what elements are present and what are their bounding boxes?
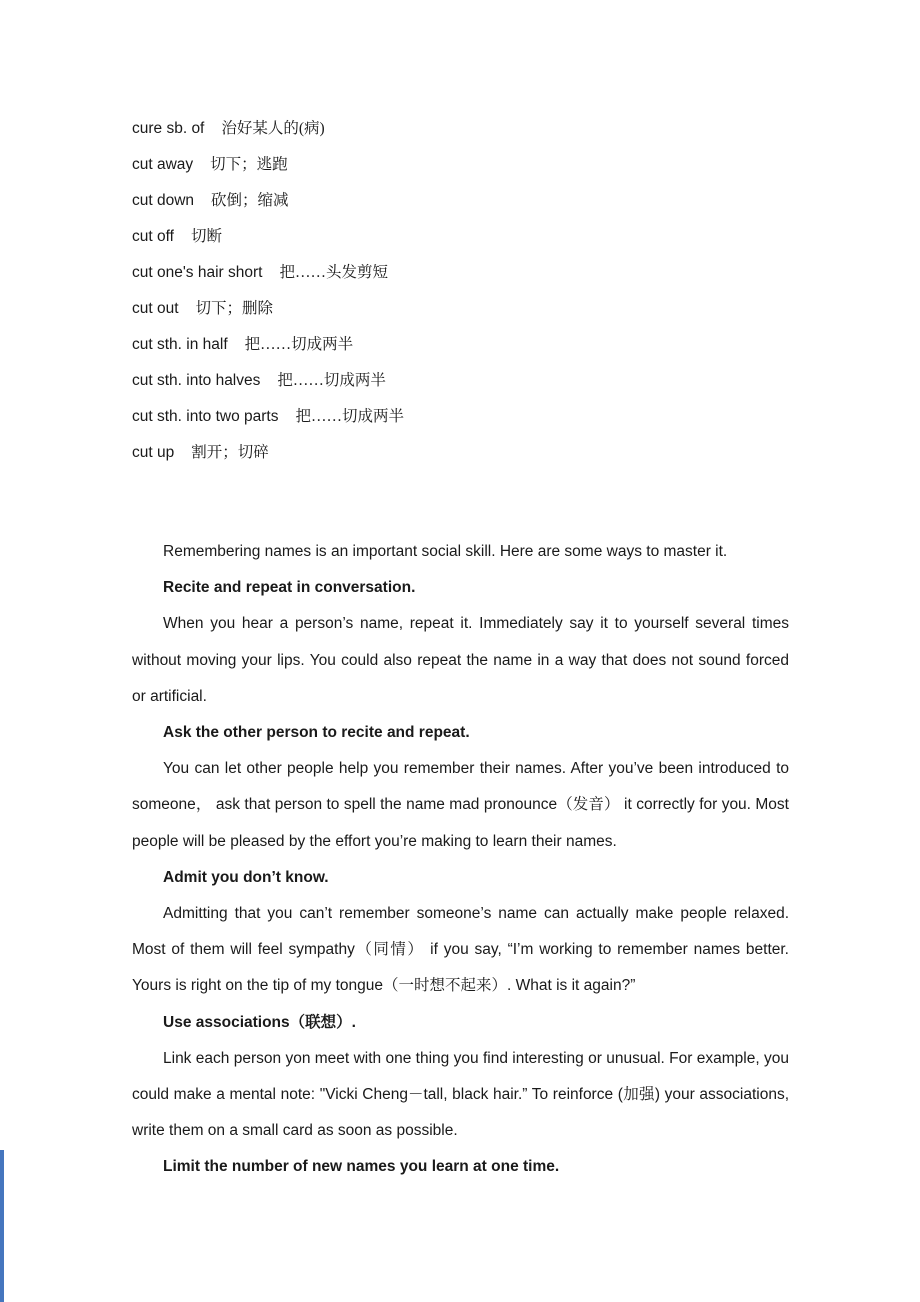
passage-heading-ask: Ask the other person to recite and repeat. bbox=[163, 724, 470, 742]
vocab-term: cut off bbox=[132, 228, 174, 245]
vocab-translation: 把……头发剪短 bbox=[279, 264, 388, 281]
vocab-item bbox=[132, 291, 789, 327]
vocab-translation: 切断 bbox=[190, 228, 222, 245]
passage-paragraph-recite: When you hear a person’s name, repeat it. Immediately say it to yourself several times without moving your lips. You could also repeat the name in a way that does not sound forced or artificial. bbox=[132, 615, 789, 705]
vocab-term: cut away bbox=[132, 156, 194, 173]
passage-paragraph-intro: Remembering names is an important social skill. Here are some ways to master it. bbox=[163, 543, 728, 560]
document-content bbox=[132, 111, 789, 1186]
vocab-translation: 割开；切碎 bbox=[191, 444, 269, 461]
vocab-item bbox=[132, 363, 789, 399]
passage-paragraph-admit: Admitting that you can’t remember someone’s name can actually make people relaxed. Most of them will feel sympathy（同情） if you say, “I’m working to remember names better. Yours is right on the tip of my tongue（一时想不起来）. What is it again?” bbox=[132, 905, 789, 995]
vocab-term: cut sth. in half bbox=[132, 336, 228, 353]
vocab-translation: 砍倒；缩减 bbox=[211, 192, 289, 209]
vocab-item bbox=[132, 327, 789, 363]
passage-paragraph-ask: You can let other people help you remember their names. After you’ve been introduced to someone， ask that person to spell the name mad pronounce（发音） it correctly for you. Most people will be pleased by the effort you’re making to learn their names. bbox=[132, 760, 789, 850]
vocab-item bbox=[132, 435, 789, 471]
left-accent-bar bbox=[0, 1150, 4, 1302]
vocab-term: cut one's hair short bbox=[132, 264, 263, 281]
vocab-translation: 把……切成两半 bbox=[277, 372, 386, 389]
vocab-term: cut sth. into two parts bbox=[132, 408, 279, 425]
vocab-term: cure sb. of bbox=[132, 120, 205, 137]
vocab-term: cut up bbox=[132, 444, 175, 461]
passage-heading-recite: Recite and repeat in conversation. bbox=[163, 579, 416, 597]
vocab-translation: 切下；删除 bbox=[195, 300, 274, 317]
vocab-list bbox=[132, 111, 789, 471]
vocab-term: cut sth. into halves bbox=[132, 372, 261, 389]
reading-passage bbox=[132, 534, 789, 1186]
vocab-term: cut down bbox=[132, 192, 195, 209]
passage-heading-associations: Use associations（联想）. bbox=[163, 1013, 356, 1031]
vocab-translation: 把……切成两半 bbox=[244, 336, 354, 353]
vocab-translation: 切下；逃跑 bbox=[210, 156, 288, 173]
vocab-item bbox=[132, 219, 789, 255]
passage-heading-admit: Admit you don’t know. bbox=[163, 868, 329, 886]
passage-heading-limit: Limit the number of new names you learn at one time. bbox=[163, 1158, 560, 1176]
section-gap bbox=[132, 471, 789, 534]
vocab-item bbox=[132, 147, 789, 183]
vocab-item bbox=[132, 183, 789, 219]
vocab-item bbox=[132, 255, 789, 291]
vocab-translation: 把……切成两半 bbox=[295, 408, 404, 425]
vocab-term: cut out bbox=[132, 300, 179, 317]
vocab-item bbox=[132, 399, 789, 435]
vocab-item bbox=[132, 111, 789, 147]
vocab-translation: 治好某人的(病) bbox=[221, 120, 325, 137]
passage-paragraph-associations: Link each person yon meet with one thing you find interesting or unusual. For example, you could make a mental note: "Vicki Cheng－tall, black hair.” To reinforce (加强) your associations, write them on a small card as soon as possible. bbox=[132, 1049, 789, 1140]
